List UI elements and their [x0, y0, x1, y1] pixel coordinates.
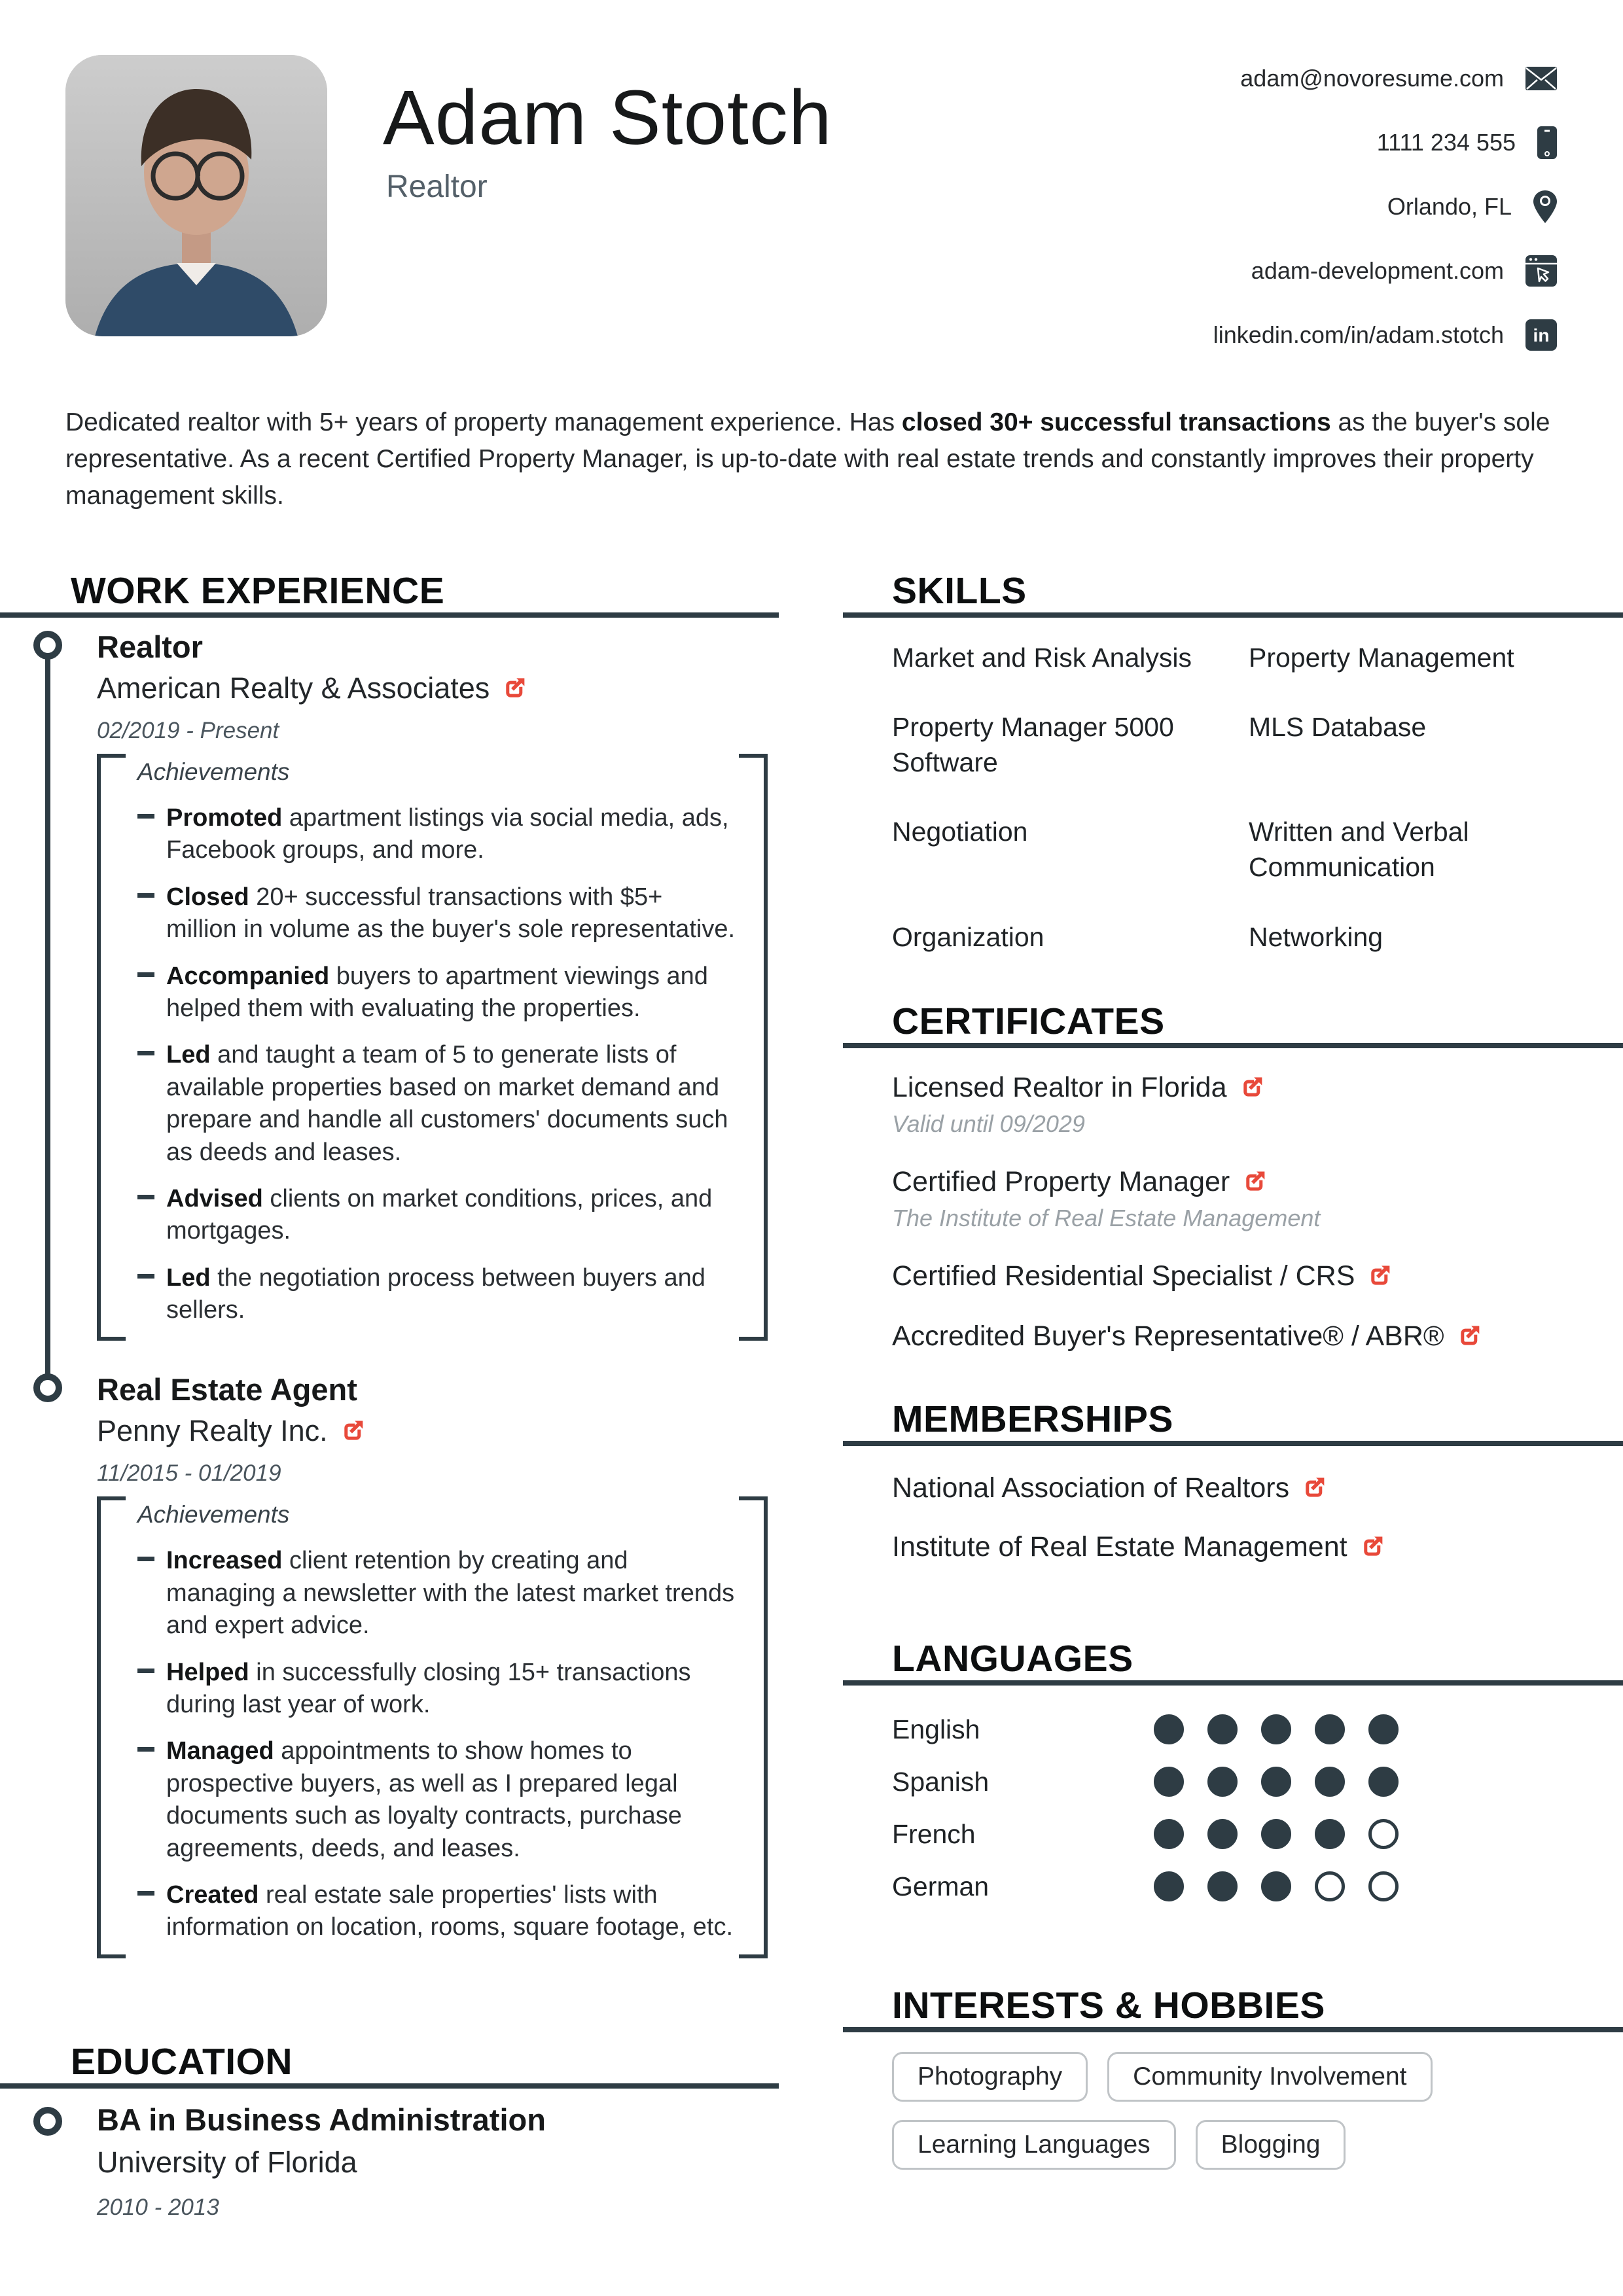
skill-item: MLS Database: [1249, 712, 1427, 743]
language-name: English: [892, 1714, 980, 1744]
contact-linkedin[interactable]: linkedin.com/in/adam.stotch in: [1213, 317, 1558, 353]
bullet-dash-icon: [137, 1039, 166, 1169]
section-rule: [843, 1043, 1623, 1048]
job-company: Penny Realty Inc.: [97, 1413, 779, 1449]
job-title: Realtor: [97, 629, 203, 664]
school: University of Florida: [97, 2146, 357, 2179]
language-row: [892, 1761, 1566, 1802]
language-level-dots: [1154, 1714, 1399, 1744]
website-icon: [1525, 255, 1558, 287]
section-heading-certificates: CERTIFICATES: [892, 1000, 1165, 1042]
list-item: Managed appointments to show homes to prospective buyers, as well as I prepared legal documents such as loyalty contracts, purchase agreements, deeds, and leases.: [137, 1735, 735, 1865]
svg-text:in: in: [1533, 325, 1550, 345]
language-row: [892, 1814, 1566, 1854]
external-link-icon[interactable]: [1457, 1323, 1484, 1349]
profile-photo-placeholder: [65, 55, 327, 336]
skill-item: Market and Risk Analysis: [892, 643, 1192, 673]
skill-item: Organization: [892, 921, 1044, 952]
external-link-icon[interactable]: [503, 675, 529, 701]
section-rule: [843, 612, 1623, 618]
contact-location: Orlando, FL: [1387, 188, 1558, 225]
work-experience-section: [0, 629, 779, 1958]
skill-item: Negotiation: [892, 817, 1028, 847]
membership-item: National Association of Realtors: [892, 1471, 1566, 1505]
achievements-label: Achievements: [137, 1501, 290, 1528]
language-name: French: [892, 1818, 976, 1849]
list-item: Accompanied buyers to apartment viewings and helped them with evaluating the properties.: [137, 961, 735, 1025]
section-heading-work-experience: WORK EXPERIENCE: [71, 570, 445, 612]
section-rule: [0, 612, 779, 618]
bullet-dash-icon: [137, 1183, 166, 1248]
certificate-item: Accredited Buyer's Representative® / ABR®: [892, 1319, 1566, 1353]
interest-tag: Community Involvement: [1107, 2052, 1432, 2102]
section-heading-interests: INTERESTS & HOBBIES: [892, 1985, 1325, 2026]
achievements-block: [97, 754, 768, 1341]
bullet-dash-icon: [137, 961, 166, 1025]
list-item: Created real estate sale properties' lists with information on location, rooms, square footage, etc.: [137, 1879, 735, 1944]
profile-photo: [65, 55, 327, 336]
section-rule: [0, 2083, 779, 2089]
external-link-icon[interactable]: [341, 1418, 367, 1444]
external-link-icon[interactable]: [1361, 1534, 1387, 1560]
contact-website[interactable]: adam-development.com: [1251, 253, 1558, 289]
certificate-item: Certified Property Manager The Institute of Real Estate Management: [892, 1165, 1566, 1233]
bullet-dash-icon: [137, 1545, 166, 1642]
education-entry: [0, 2102, 779, 2221]
contact-email[interactable]: adam@novoresume.com: [1240, 60, 1558, 97]
section-heading-languages: LANGUAGES: [892, 1638, 1133, 1680]
list-item: Increased client retention by creating and managing a newsletter with the latest market trends and expert advice.: [137, 1545, 735, 1642]
bullet-dash-icon: [137, 1657, 166, 1722]
section-heading-memberships: MEMBERSHIPS: [892, 1398, 1173, 1440]
list-item: Helped in successfully closing 15+ transactions during last year of work.: [137, 1657, 735, 1722]
bullet-dash-icon: [137, 1879, 166, 1944]
job-title: Real Estate Agent: [97, 1372, 357, 1407]
certificate-subtitle: The Institute of Real Estate Management: [892, 1205, 1321, 1231]
interests-list: [892, 2052, 1586, 2170]
language-row: [892, 1866, 1566, 1907]
interest-tag: Photography: [892, 2052, 1088, 2102]
external-link-icon[interactable]: [1243, 1169, 1269, 1195]
list-item: Promoted apartment listings via social media, ads, Facebook groups, and more.: [137, 802, 735, 867]
location-pin-icon: [1533, 190, 1558, 224]
language-name: Spanish: [892, 1766, 990, 1797]
education-dates: 2010 - 2013: [97, 2195, 219, 2220]
language-name: German: [892, 1871, 990, 1901]
job-dates: 02/2019 - Present: [97, 718, 279, 743]
skill-item: Written and Verbal Communication: [1249, 817, 1469, 883]
job-entry-real-estate-agent: [0, 1372, 779, 1958]
candidate-title: Realtor: [386, 169, 488, 204]
external-link-icon[interactable]: [1302, 1475, 1329, 1501]
section-rule: [843, 2027, 1623, 2032]
job-entry-realtor: [0, 629, 779, 1341]
skill-item: Networking: [1249, 921, 1383, 952]
bullet-dash-icon: [137, 802, 166, 867]
achievements-block: [97, 1496, 768, 1958]
memberships-list: [892, 1471, 1566, 1589]
interest-tag: Learning Languages: [892, 2120, 1176, 2170]
section-heading-skills: SKILLS: [892, 570, 1027, 612]
interest-tag: Blogging: [1196, 2120, 1346, 2170]
skill-item: Property Management: [1249, 643, 1514, 673]
list-item: Led and taught a team of 5 to generate lists of available properties based on market demand and prepare and handle all customers' documents such as deeds and leases.: [137, 1039, 735, 1169]
degree: BA in Business Administration: [97, 2102, 546, 2137]
certificate-subtitle: Valid until 09/2029: [892, 1110, 1085, 1137]
list-item: Led the negotiation process between buyers and sellers.: [137, 1262, 735, 1327]
bullet-dash-icon: [137, 1735, 166, 1865]
external-link-icon[interactable]: [1368, 1263, 1394, 1289]
certificate-item: Certified Residential Specialist / CRS: [892, 1259, 1566, 1293]
list-item: Closed 20+ successful transactions with $5+ million in volume as the buyer's sole representative.: [137, 881, 735, 946]
job-company: American Realty & Associates: [97, 670, 779, 707]
job-dates: 11/2015 - 01/2019: [97, 1460, 281, 1487]
language-row: [892, 1709, 1566, 1750]
profile-summary: Dedicated realtor with 5+ years of property management experience. Has closed 30+ successful transactions as the buyer's sole representative. As a recent Certified Property Manager, is up-to-date with real estate trends and constantly improves their property management skills.: [65, 408, 1550, 510]
certificates-list: [892, 1070, 1566, 1379]
achievements-label: Achievements: [137, 758, 290, 785]
linkedin-icon: [1525, 319, 1558, 351]
language-level-dots: [1154, 1871, 1399, 1901]
skills-list: [892, 640, 1566, 955]
section-rule: [843, 1441, 1623, 1446]
list-item: Advised clients on market conditions, prices, and mortgages.: [137, 1183, 735, 1248]
certificate-item: Licensed Realtor in Florida Valid until 09/2029: [892, 1070, 1566, 1139]
language-level-dots: [1154, 1767, 1399, 1797]
phone-icon: [1537, 126, 1558, 160]
candidate-name: Adam Stotch: [383, 75, 832, 161]
bullet-dash-icon: [137, 1262, 166, 1327]
skill-item: Property Manager 5000 Software: [892, 712, 1174, 778]
section-heading-education: EDUCATION: [71, 2041, 293, 2083]
email-icon: [1525, 66, 1558, 91]
section-rule: [843, 1680, 1623, 1686]
languages-list: [892, 1709, 1566, 1918]
bullet-dash-icon: [137, 881, 166, 946]
membership-item: Institute of Real Estate Management: [892, 1530, 1566, 1564]
contact-phone[interactable]: 1111 234 555: [1377, 124, 1558, 161]
language-level-dots: [1154, 1819, 1399, 1849]
external-link-icon[interactable]: [1240, 1074, 1266, 1101]
